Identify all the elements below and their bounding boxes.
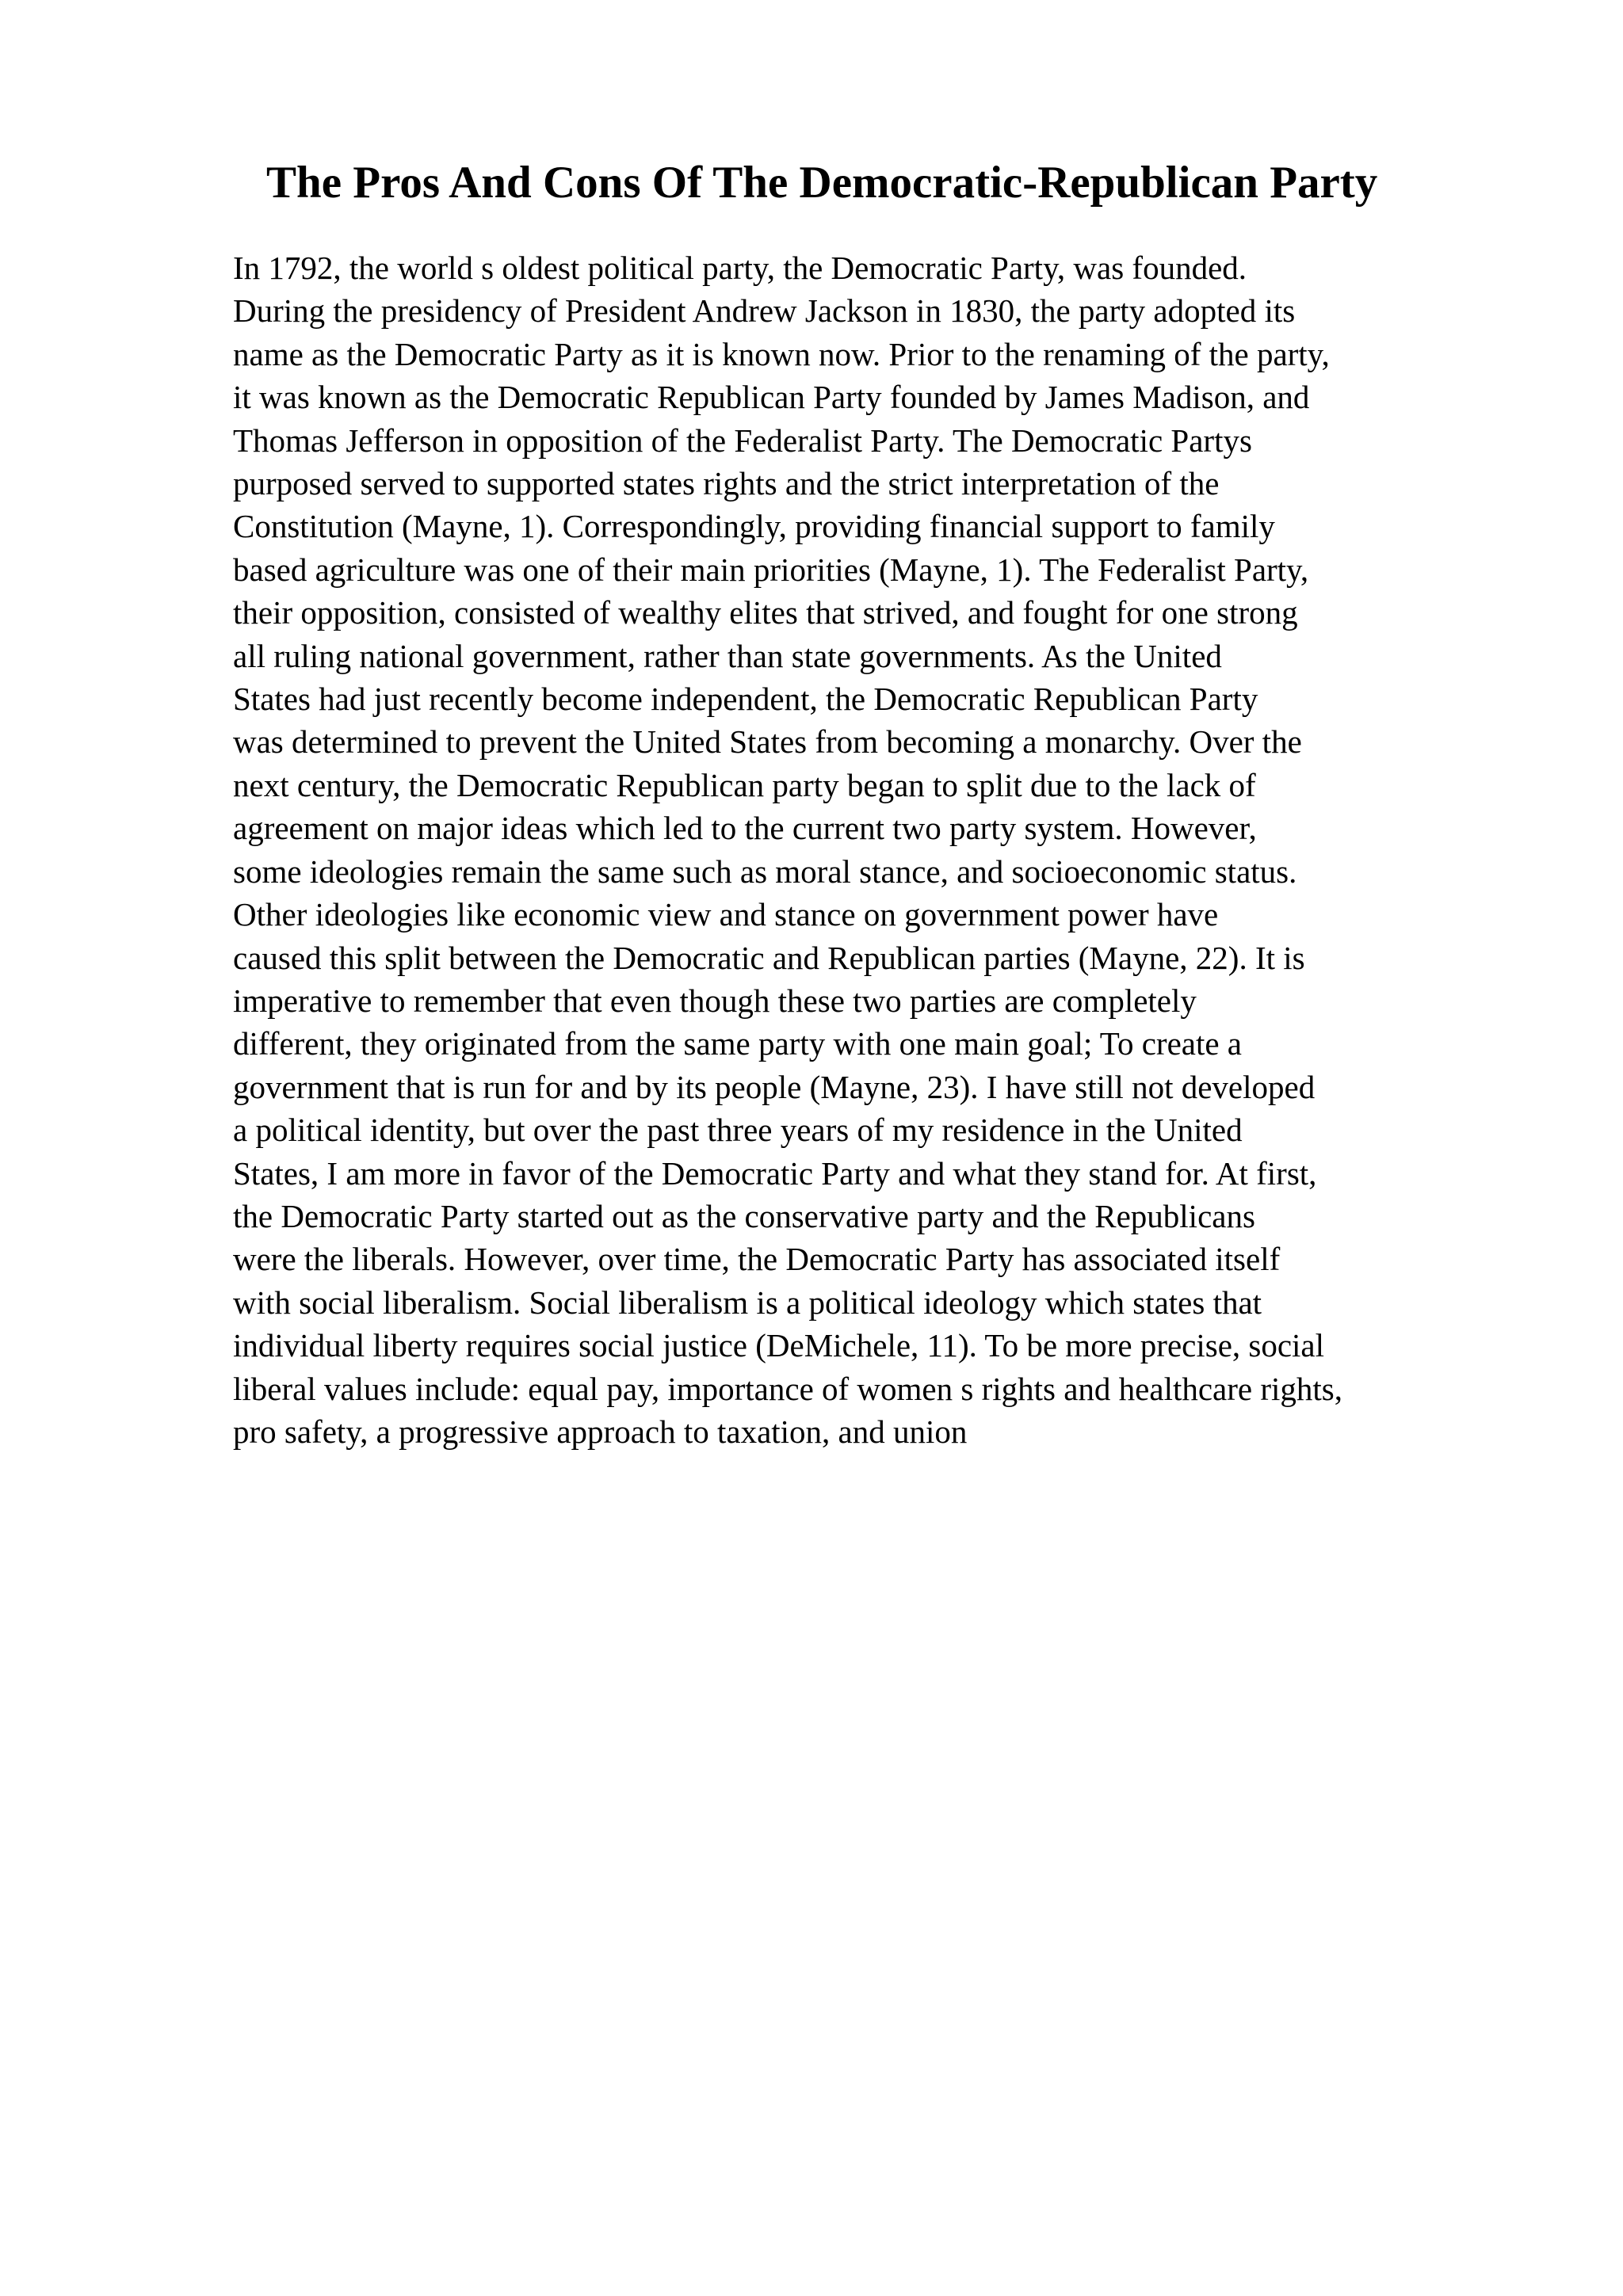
body-line: liberal values include: equal pay, importance of women s rights and healthcare rights, xyxy=(233,1370,1342,1407)
document-body xyxy=(233,246,1517,1453)
body-line: During the presidency of President Andrew Jackson in 1830, the party adopted its xyxy=(233,292,1296,330)
body-line: individual liberty requires social justice (DeMichele, 11). To be more precise, social xyxy=(233,1327,1325,1364)
body-line: States had just recently become independent, the Democratic Republican Party xyxy=(233,681,1258,718)
body-line: Constitution (Mayne, 1). Correspondingly, providing financial support to family xyxy=(233,508,1275,545)
body-line: was determined to prevent the United States from becoming a monarchy. Over the xyxy=(233,723,1302,761)
body-line: some ideologies remain the same such as moral stance, and socioeconomic status. xyxy=(233,852,1297,890)
body-line: it was known as the Democratic Republican Party founded by James Madison, and xyxy=(233,379,1310,416)
body-line: with social liberalism. Social liberalism is a political ideology which states that xyxy=(233,1283,1262,1321)
body-line: pro safety, a progressive approach to taxation, and union xyxy=(233,1413,968,1450)
body-line: Thomas Jefferson in opposition of the Federalist Party. The Democratic Partys xyxy=(233,421,1252,459)
body-line: purposed served to supported states rights and the strict interpretation of the xyxy=(233,465,1220,502)
body-line: the Democratic Party started out as the conservative party and the Republicans xyxy=(233,1197,1255,1234)
body-line: government that is run for and by its people (Mayne, 23). I have still not developed xyxy=(233,1068,1316,1105)
body-line: Other ideologies like economic view and stance on government power have xyxy=(233,896,1219,933)
body-line: their opposition, consisted of wealthy elites that strived, and fought for one strong xyxy=(233,594,1298,631)
body-line: States, I am more in favor of the Democratic Party and what they stand for. At first, xyxy=(233,1154,1317,1192)
body-line: all ruling national government, rather than state governments. As the United xyxy=(233,637,1222,674)
body-line: caused this split between the Democratic and Republican parties (Mayne, 22). It is xyxy=(233,939,1305,976)
body-line: agreement on major ideas which led to the current two party system. However, xyxy=(233,810,1257,847)
body-line: next century, the Democratic Republican party began to split due to the lack of xyxy=(233,766,1256,803)
body-line: based agriculture was one of their main priorities (Mayne, 1). The Federalist Party, xyxy=(233,551,1309,588)
body-line: In 1792, the world s oldest political party, the Democratic Party, was founded. xyxy=(233,250,1247,286)
body-line: were the liberals. However, over time, the Democratic Party has associated itself xyxy=(233,1241,1281,1278)
body-line: name as the Democratic Party as it is known now. Prior to the renaming of the party, xyxy=(233,335,1330,372)
document-title: The Pros And Cons Of The Democratic-Republican Party xyxy=(266,158,1378,208)
body-line: different, they originated from the same party with one main goal; To create a xyxy=(233,1025,1243,1062)
body-line: imperative to remember that even though these two parties are completely xyxy=(233,982,1197,1019)
body-line: a political identity, but over the past three years of my residence in the United xyxy=(233,1112,1243,1149)
